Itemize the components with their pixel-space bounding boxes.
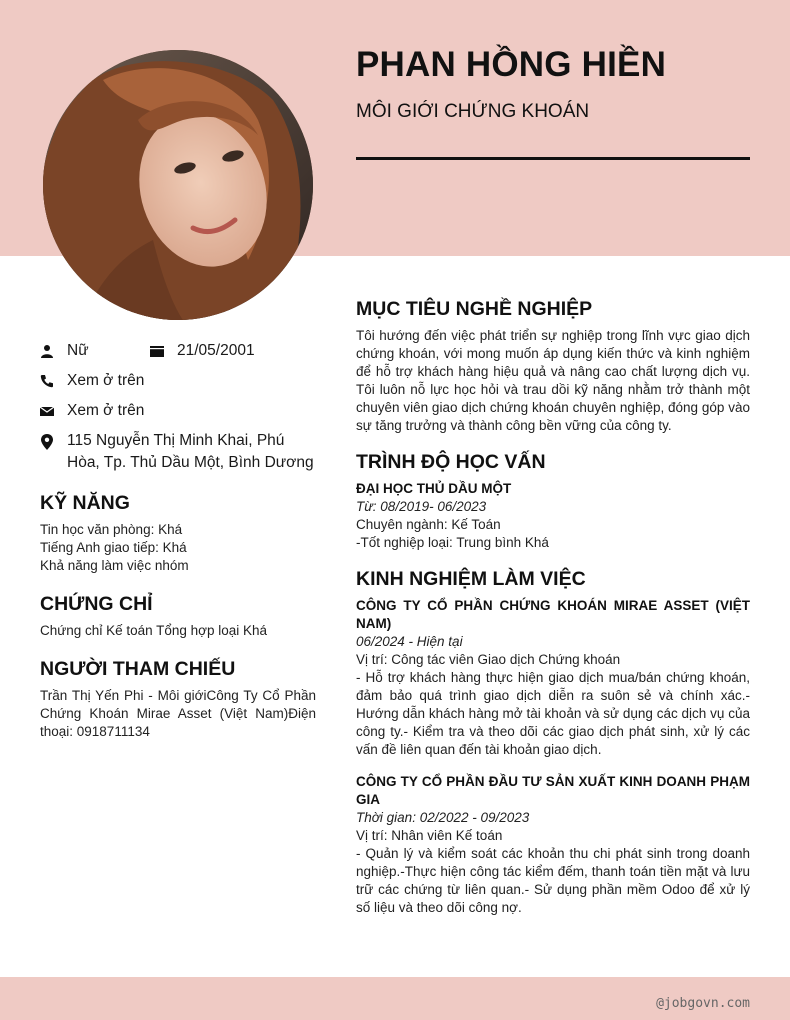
education-period: Từ: 08/2019- 06/2023	[356, 499, 487, 514]
skill-item: Tiếng Anh giao tiếp: Khá	[40, 540, 187, 555]
person-icon	[40, 344, 54, 358]
objective-heading: MỤC TIÊU NGHỀ NGHIỆP	[356, 298, 593, 320]
candidate-title: MÔI GIỚI CHỨNG KHOÁN	[356, 101, 590, 122]
calendar-icon	[150, 344, 164, 358]
address-value: 115 Nguyễn Thị Minh Khai, Phú Hòa, Tp. Thủ Dầu Một, Bình Dương	[67, 432, 314, 471]
skill-item: Tin học văn phòng: Khá	[40, 522, 183, 537]
candidate-name: PHAN HỒNG HIỀN	[356, 45, 667, 84]
experience-heading: KINH NGHIỆM LÀM VIỆC	[356, 568, 586, 590]
job-position: Vị trí: Nhân viên Kế toán	[356, 828, 503, 843]
experience-section	[356, 568, 750, 917]
job-company: CÔNG TY CỔ PHẦN ĐẦU TƯ SẢN XUẤT KINH DOANH PHẠM GIA	[356, 774, 750, 807]
objective-section	[356, 298, 750, 435]
objective-text: Tôi hướng đến việc phát triển sự nghiệp trong lĩnh vực giao dịch chứng khoán, với mong muốn áp dụng kiến thức và kinh nghiệm để hỗ trợ khách hàng hiệu quả và nâng cao chất lượng dịch vụ. Tôi luôn nỗ lực học hỏi và trau dồi kỹ năng nhằm trở thành một chuyên viên giao dịch chứng khoán chuyên nghiệp, đóng góp vào sự tăng trưởng và thành công bền vững của công ty.	[356, 328, 750, 433]
certificate-text: Chứng chỉ Kế toán Tổng hợp loại Khá	[40, 623, 268, 638]
gender-value: Nữ	[67, 342, 89, 359]
header-divider	[356, 157, 750, 160]
education-grade: -Tốt nghiệp loại: Trung bình Khá	[356, 535, 549, 550]
job-entry	[356, 773, 750, 917]
footer-brand[interactable]: @jobgovn.com	[656, 996, 750, 1011]
email-row	[40, 400, 316, 422]
birthdate-value: 21/05/2001	[177, 342, 255, 359]
gender-row	[40, 340, 316, 362]
phone-value: Xem ở trên	[67, 372, 145, 389]
phone-row	[40, 370, 316, 392]
skill-item: Khả năng làm việc nhóm	[40, 558, 189, 573]
email-icon	[40, 404, 54, 418]
address-row	[40, 430, 316, 474]
job-company: CÔNG TY CỔ PHẦN CHỨNG KHOÁN MIRAE ASSET (VIỆT NAM)	[356, 598, 750, 631]
right-column	[356, 298, 750, 933]
phone-icon	[40, 374, 54, 388]
left-column	[40, 340, 316, 741]
job-entry	[356, 597, 750, 759]
job-period: Thời gian: 02/2022 - 09/2023	[356, 810, 530, 825]
skills-heading: KỸ NĂNG	[40, 492, 130, 514]
education-major: Chuyên ngành: Kế Toán	[356, 517, 501, 532]
profile-photo	[43, 50, 313, 320]
birthdate-group	[150, 340, 255, 362]
job-position: Vị trí: Công tác viên Giao dịch Chứng khoán	[356, 652, 621, 667]
school-name: ĐẠI HỌC THỦ DẦU MỘT	[356, 481, 512, 496]
references-heading: NGƯỜI THAM CHIẾU	[40, 658, 236, 680]
email-value: Xem ở trên	[67, 402, 145, 419]
education-heading: TRÌNH ĐỘ HỌC VẤN	[356, 451, 546, 473]
job-period: 06/2024 - Hiện tại	[356, 634, 463, 649]
certificates-heading: CHỨNG CHỈ	[40, 593, 153, 615]
job-description: - Hỗ trợ khách hàng thực hiện giao dịch mua/bán chứng khoán, đảm bảo quá trình giao dịch diễn ra suôn sẻ và chính xác.- Hướng dẫn khách hàng mở tài khoản và sử dụng các dịch vụ của công ty.- Kiểm tra và theo dõi các giao dịch phát sinh, xử lý các vấn đề liên quan đến tài khoản giao dịch.	[356, 670, 750, 757]
education-section	[356, 451, 750, 552]
job-description: - Quản lý và kiểm soát các khoản thu chi phát sinh trong doanh nghiệp.-Thực hiện công tác kiểm đếm, thanh toán tiền mặt và lưu trữ các chứng từ liên quan.- Sử dụng phần mềm Odoo để xử lý số liệu và theo dõi công nợ.	[356, 846, 750, 915]
location-pin-icon	[40, 434, 54, 450]
references-text: Trần Thị Yến Phi - Môi giớiCông Ty Cổ Phần Chứng Khoán Mirae Asset (Việt Nam)Điện thoại: 0918711134	[40, 688, 316, 739]
